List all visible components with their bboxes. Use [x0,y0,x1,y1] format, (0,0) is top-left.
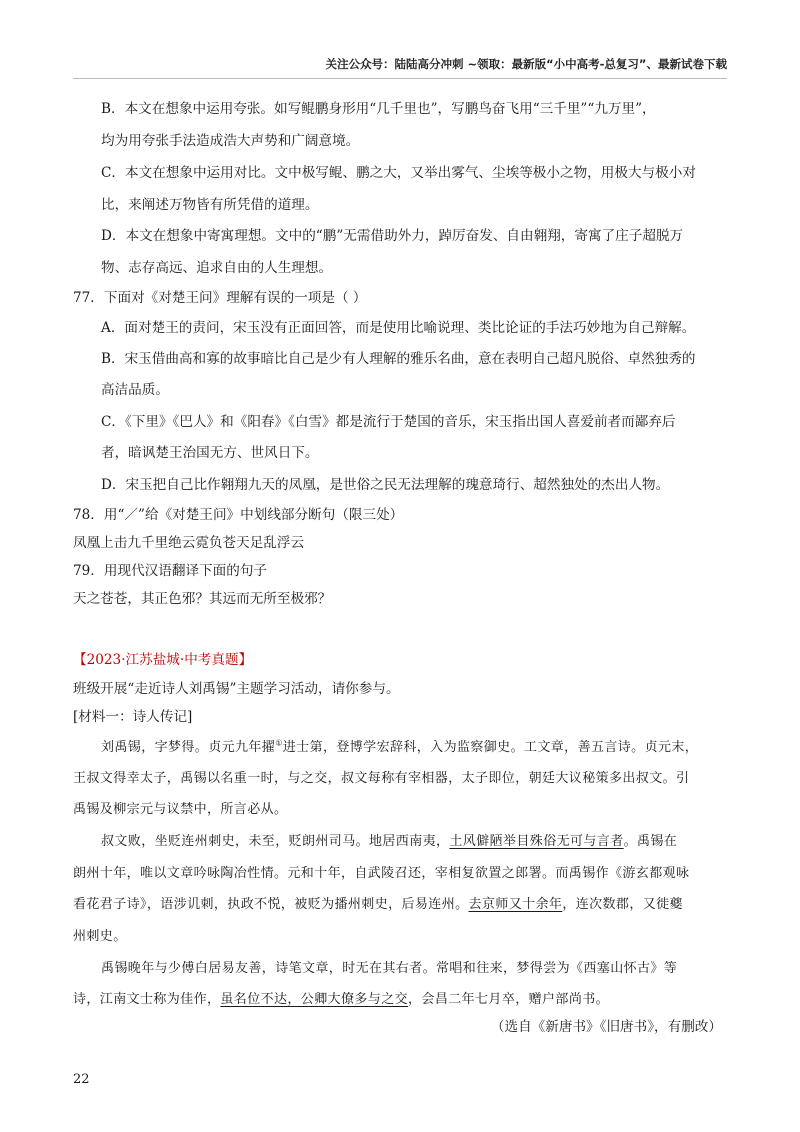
page-number: 22 [73,1072,90,1087]
activity-intro: 班级开展“走近诗人刘禹锡”主题学习活动，请你参与。 [73,681,400,697]
q77-option-b-line2: 高洁品质。 [101,382,169,398]
q76-option-c-line1: C．本文在想象中运用对比。文中极写鲲、鹏之大，又举出雾气、尘埃等极小之物，用极大与极小对 [101,165,696,181]
material-label: [材料一：诗人传记] [73,709,193,725]
q78-stem: 78．用“／”给《对楚王问》中划线部分断句（限三处） [73,507,404,523]
bio-p1-line3: 禹锡及柳宗元与议禁中，所言必从。 [73,802,288,817]
q76-option-b-line2: 均为用夸张手法造成浩大声势和广阔意境。 [101,133,360,149]
q77-option-c-line2: 者，暗讽楚王治国无方、世风日下。 [101,445,319,461]
underlined-sentence-2: 去京师又十余年 [468,897,563,912]
header-divider [73,78,727,79]
q76-option-b-line1: B．本文在想象中运用夸张。如写鲲鹏身形用“几千里也”，写鹏鸟奋飞用“三千里”“九万里”， [101,101,656,117]
q78-text: 凤凰上击九千里绝云霓负苍天足乱浮云 [73,535,305,551]
bio-p1-line2: 王叔文得幸太子，禹锡以名重一时，与之交，叔文每称有宰相器，太子即位，朝廷大议秘策多出叔文。引 [73,771,690,786]
source-citation: （选自《新唐书》《旧唐书》，有删改） [490,1019,722,1035]
q76-option-d-line2: 物、志存高远、追求自由的人生理想。 [101,260,333,276]
exam-source-tag: 【2023·江苏盐城·中考真题】 [73,652,253,668]
underlined-sentence-3: 虽名位不达，公卿大僚多与之交 [220,992,409,1007]
bio-p3-line1: 禹锡晚年与少傅白居易友善，诗笔文章，时无在其右者。常唱和往来，梦得尝为《西塞山怀古》等 [101,961,678,976]
q77-option-a: A．面对楚王的责问，宋玉没有正面回答，而是使用比喻说理、类比论证的手法巧妙地为自己辩解。 [101,320,696,336]
q76-option-c-line2: 比，来阐述万物皆有所凭借的道理。 [101,197,319,213]
bio-p2-line1: 叔文败，坐贬连州刺史，未至，贬朗州司马。地居西南夷，土风僻陋举目殊俗无可与言者。禹锡在 [101,834,678,849]
bio-p1-line1: 刘禹锡，字梦得。贞元九年擢①进士第，登博学宏辞科，入为监察御史。工文章，善五言诗。贞元末， [101,738,699,755]
q77-option-b-line1: B．宋玉借曲高和寡的故事暗比自己是少有人理解的雅乐名曲，意在表明自己超凡脱俗、卓然独秀的 [101,351,696,367]
bio-p2-line4: 州刺史。 [73,929,127,944]
q76-option-d-line1: D．本文在想象中寄寓理想。文中的“鹏”无需借助外力，踔厉奋发、自由翱翔，寄寓了庄子超脱万 [101,228,684,244]
bio-p2-line3: 看花君子诗》，语涉讥刺，执政不悦，被贬为播州刺史，后易连州。去京师又十余年，连次数郡，又徙夔 [73,897,683,912]
bio-p3-line2: 诗，江南文士称为佳作，虽名位不达，公卿大僚多与之交，会昌二年七月卒，赠户部尚书。 [73,992,610,1007]
q77-option-d: D．宋玉把自己比作翱翔九天的凤凰，是世俗之民无法理解的瑰意琦行、超然独处的杰出人物。 [101,477,670,493]
underlined-sentence-1: 土风僻陋举目殊俗无可与言者 [449,834,624,849]
q79-text: 天之苍苍，其正色邪？其远而无所至极邪？ [73,591,332,607]
q77-stem: 77．下面对《对楚王问》理解有误的一项是（ ） [73,290,367,306]
q77-option-c-line1: C．《下里》《巴人》和《阳春》《白雪》都是流行于楚国的音乐，宋玉指出国人喜爱前者而鄙弃后 [101,414,676,430]
q79-stem: 79．用现代汉语翻译下面的句子 [73,563,268,579]
bio-p2-line2: 朗州十年，唯以文章吟咏陶冶性情。元和十年，自武陵召还，宰相复欲置之郎署。而禹锡作《游玄都观咏 [73,866,690,881]
page-header: 关注公众号：陆陆高分冲刺 ~领取：最新版“小中高考-总复习”、最新试卷下载 [325,57,727,71]
footnote-marker: ① [275,738,283,748]
